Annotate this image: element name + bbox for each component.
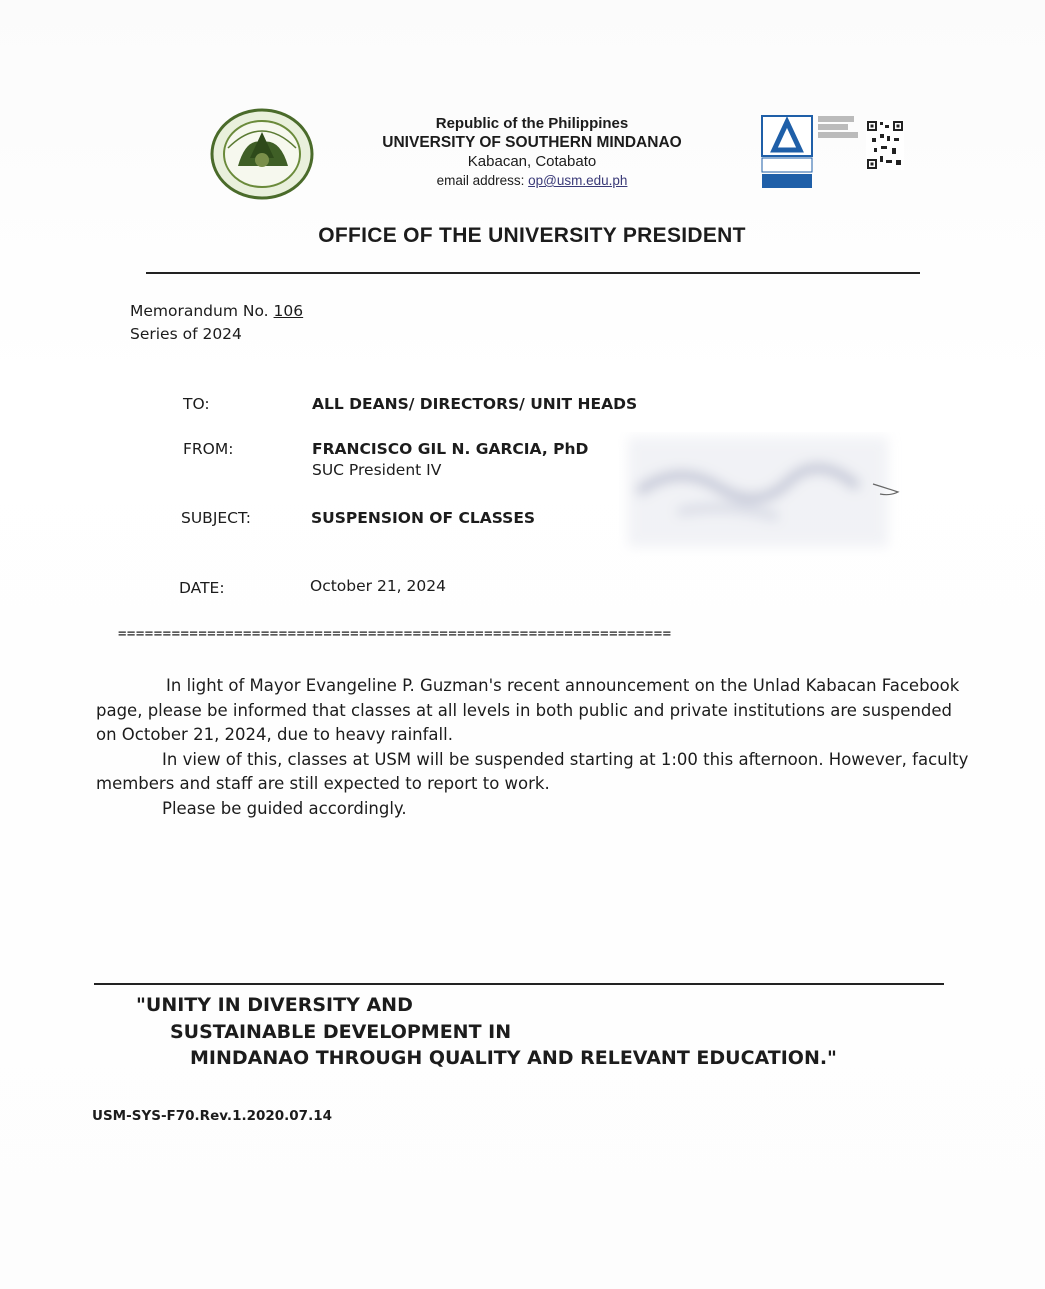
memo-series: Series of 2024 — [130, 325, 242, 343]
memo-number: 106 — [273, 302, 304, 320]
from-name: FRANCISCO GIL N. GARCIA, PhD — [312, 440, 589, 458]
subject-label: SUBJECT: — [181, 509, 251, 527]
memo-number-line — [130, 300, 303, 323]
motto-line-3: MINDANAO THROUGH QUALITY AND RELEVANT EDUCATION." — [190, 1047, 837, 1069]
university-location: Kabacan, Cotabato — [467, 153, 597, 170]
letterhead — [352, 114, 712, 190]
university-seal-icon — [210, 108, 314, 200]
republic-label: Republic of the Philippines — [435, 115, 629, 132]
section-separator: ============================================================== — [118, 626, 672, 642]
email-line — [352, 171, 712, 190]
body-paragraph-2: In view of this, classes at USM will be suspended starting at 1:00 this afternoon. However, faculty members and staff are still expected to report to work. — [96, 749, 969, 793]
tuv-certification-icon — [760, 114, 814, 192]
footer-divider — [94, 983, 944, 985]
motto-line-2: SUSTAINABLE DEVELOPMENT IN — [170, 1021, 512, 1043]
motto-line-1: "UNITY IN DIVERSITY AND — [136, 994, 413, 1016]
memo-body — [96, 674, 976, 821]
from-value — [312, 440, 588, 479]
to-value: ALL DEANS/ DIRECTORS/ UNIT HEADS — [312, 395, 638, 413]
memo-number-label: Memorandum No. — [130, 302, 269, 320]
date-value: October 21, 2024 — [310, 577, 446, 595]
form-code: USM-SYS-F70.Rev.1.2020.07.14 — [92, 1108, 332, 1124]
cert-caption — [818, 114, 868, 140]
office-title: OFFICE OF THE UNIVERSITY PRESIDENT — [318, 224, 746, 247]
blurred-signature — [618, 432, 908, 557]
qr-code-icon[interactable] — [866, 120, 904, 170]
date-label: DATE: — [179, 579, 225, 597]
memo-reference — [130, 300, 303, 346]
to-label: TO: — [183, 395, 210, 413]
university-name: UNIVERSITY OF SOUTHERN MINDANAO — [382, 134, 682, 151]
from-label: FROM: — [183, 440, 234, 458]
header-divider — [146, 272, 920, 274]
subject-value: SUSPENSION OF CLASSES — [311, 509, 536, 527]
body-paragraph-1: In light of Mayor Evangeline P. Guzman's recent announcement on the Unlad Kabacan Facebook page, please be informed that classes at all levels in both public and private institutions are suspended on October 21, 2024, due to heavy rainfall. — [96, 676, 960, 744]
email-label: email address: — [436, 173, 525, 188]
email-link[interactable]: op@usm.edu.ph — [528, 173, 628, 188]
from-title: SUC President IV — [312, 461, 442, 479]
body-paragraph-3: Please be guided accordingly. — [162, 798, 407, 818]
